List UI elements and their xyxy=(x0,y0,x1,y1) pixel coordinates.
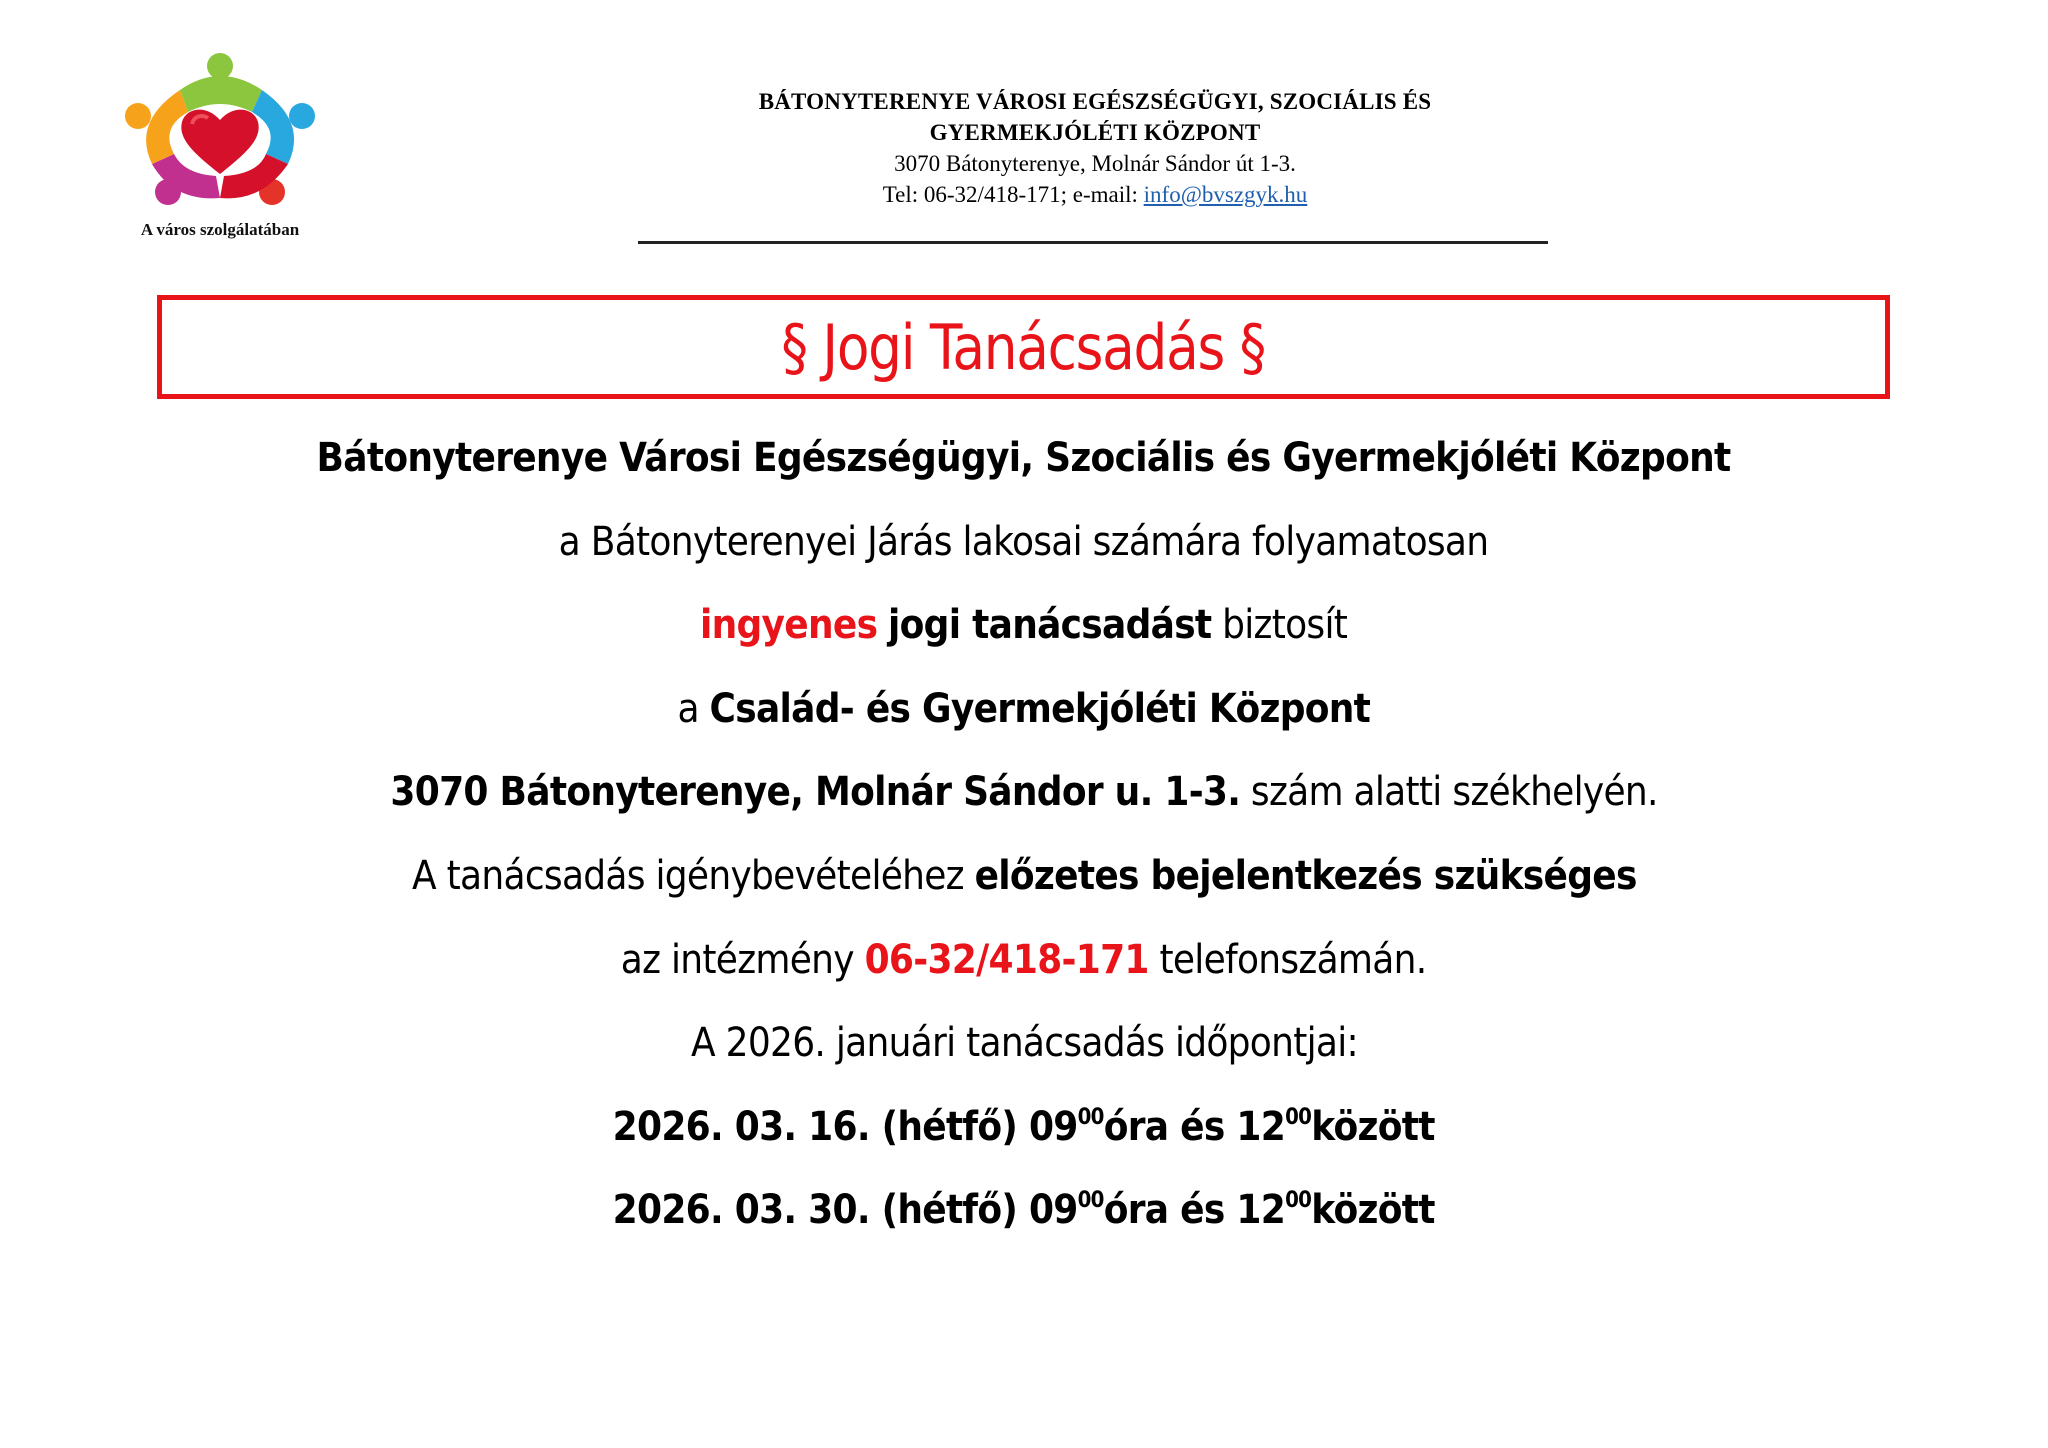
letterhead xyxy=(600,86,1590,210)
body-line-organization: Bátonyterenye Városi Egészségügyi, Szociális és Gyermekjóléti Központ xyxy=(317,435,1731,481)
free-highlight: ingyenes xyxy=(700,602,878,649)
body-line-audience: a Bátonyterenyei Járás lakosai számára folyamatosan xyxy=(559,518,1489,565)
body-line-schedule-heading: A 2026. januári tanácsadás időpontjai: xyxy=(690,1020,1358,1067)
service-name: jogi tanácsadást xyxy=(888,602,1212,649)
organization-name-line2: GYERMEKJÓLÉTI KÖZPONT xyxy=(929,120,1261,145)
logo-caption: A város szolgálatában xyxy=(140,220,300,239)
appointment-date: 2026. 03. 16. (hétfő) xyxy=(612,1103,1018,1150)
center-name: Család- és Gyermekjóléti Központ xyxy=(709,685,1371,732)
body-line-address: 3070 Bátonyterenye, Molnár Sándor u. 1-3. szám alatti székhelyén. xyxy=(390,769,1658,816)
body-line-phone: az intézmény 06-32/418-171 telefonszámán. xyxy=(621,936,1427,983)
body-line-place: a Család- és Gyermekjóléti Központ xyxy=(677,685,1371,732)
email-link[interactable]: info@bvszgyk.hu xyxy=(1143,182,1308,207)
venue-address: 3070 Bátonyterenye, Molnár Sándor u. 1-3. xyxy=(390,769,1241,816)
appointment-date: 2026. 03. 30. (hétfő) xyxy=(612,1187,1018,1234)
organization-name-line1: BÁTONYTERENYE VÁROSI EGÉSZSÉGÜGYI, SZOCIÁLIS ÉS xyxy=(758,89,1432,114)
appointment-row: 2026. 03. 30. (hétfő) $09^{00}óra$ és $12^{00}között$ xyxy=(612,1187,1436,1234)
announcement-body xyxy=(0,428,2048,1264)
body-line-service: ingyenes jogi tanácsadást biztosít xyxy=(700,602,1348,649)
contact-phone-text: Tel: 06-32/418-171; e-mail: xyxy=(882,182,1144,207)
page-title: § Jogi Tanácsadás § xyxy=(781,310,1266,384)
phone-number: 06-32/418-171 xyxy=(864,936,1150,983)
body-line-registration: A tanácsadás igénybevételéhez előzetes bejelentkezés szükséges xyxy=(411,852,1637,899)
organization-contact xyxy=(600,179,1590,210)
people-circle-heart-icon xyxy=(112,52,328,212)
organization-address: 3070 Bátonyterenye, Molnár Sándor út 1-3. xyxy=(894,151,1296,176)
title-box xyxy=(157,295,1890,399)
appointment-row: 2026. 03. 16. (hétfő) $09^{00}óra$ és $12^{00}között$ xyxy=(612,1103,1436,1150)
registration-required: előzetes bejelentkezés szükséges xyxy=(974,852,1637,899)
organization-logo xyxy=(112,52,328,248)
header-divider xyxy=(638,241,1548,244)
